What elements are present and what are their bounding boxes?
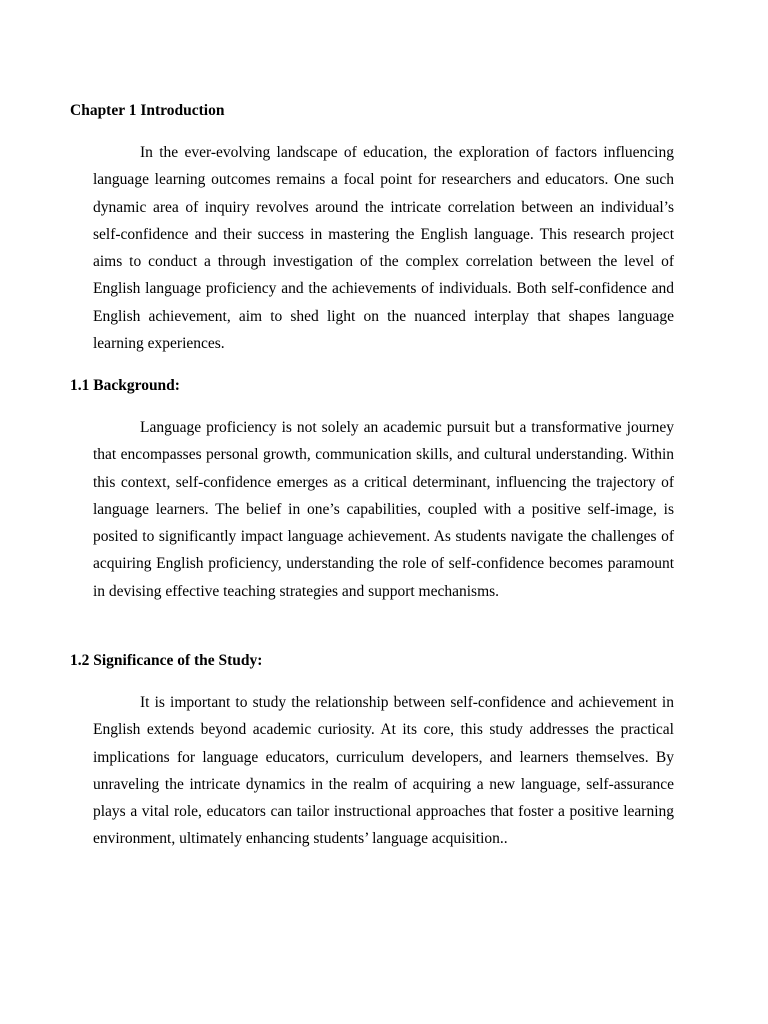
section-heading-background: 1.1 Background:: [70, 377, 180, 394]
significance-paragraph: It is important to study the relationship between self-confidence and achievement in English extends beyond academic curiosity. At its core, this study addresses the practical implications for language educators, curriculum developers, and learners themselves. By unraveling the intricate dynamics in the realm of acquiring a new language, self-assurance plays a vital role, educators can tailor instructional approaches that foster a positive learning environment, ultimately enhancing students’ language acquisition..: [93, 694, 674, 848]
chapter-title: Chapter 1 Introduction: [70, 102, 225, 119]
section-heading-significance: 1.2 Significance of the Study:: [70, 652, 263, 669]
intro-paragraph: In the ever-evolving landscape of education, the exploration of factors influencing language learning outcomes remains a focal point for researchers and educators. One such dynamic area of inquiry revolves around the intricate correlation between an individual’s self-confidence and their success in mastering the English language. This research project aims to conduct a through investigation of the complex correlation between the level of English language proficiency and the achievements of individuals. Both self-confidence and English achievement, aim to shed light on the nuanced interplay that shapes language learning experiences.: [93, 144, 674, 353]
background-paragraph: Language proficiency is not solely an academic pursuit but a transformative journey that encompasses personal growth, communication skills, and cultural understanding. Within this context, self-confidence emerges as a critical determinant, influencing the trajectory of language learners. The belief in one’s capabilities, coupled with a positive self-image, is posited to significantly impact language achievement. As students navigate the challenges of acquiring English proficiency, understanding the role of self-confidence becomes paramount in devising effective teaching strategies and support mechanisms.: [93, 419, 674, 600]
